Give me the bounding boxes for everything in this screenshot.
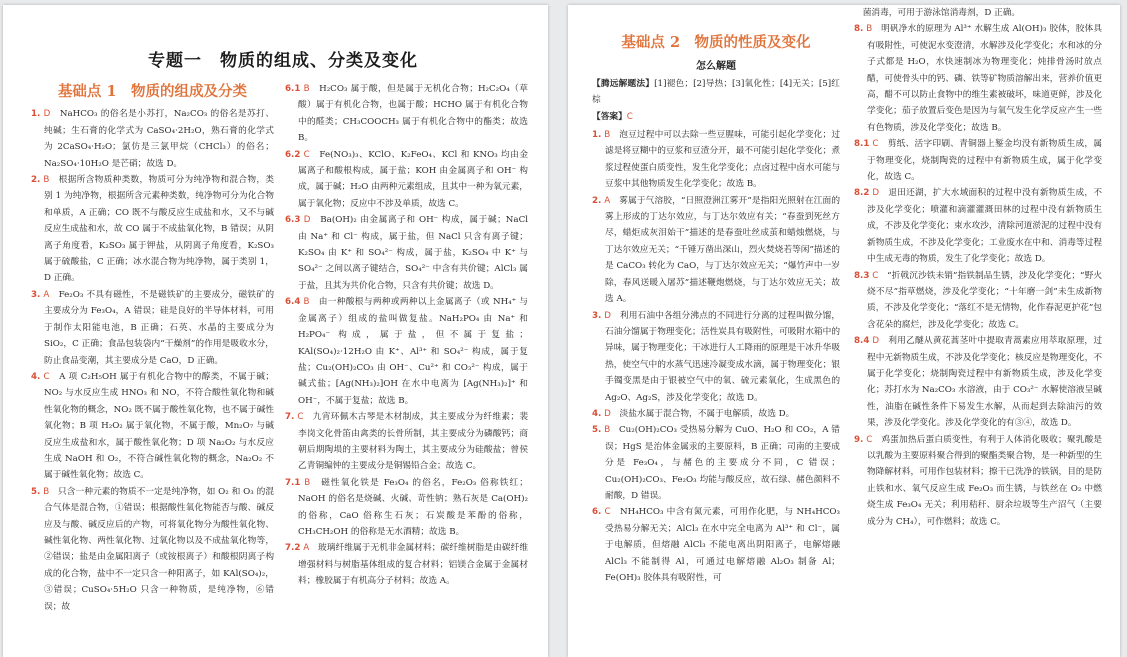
item-explanation: 淡盐水属于混合物，不属于电解质，故选 D。 <box>619 408 795 419</box>
item-number: 8.2 <box>854 188 870 199</box>
method-line <box>592 76 840 109</box>
item-answer: B <box>304 477 311 488</box>
answer-item <box>854 136 1102 185</box>
item-answer: B <box>604 130 611 141</box>
answer-item <box>592 127 840 193</box>
item-number: 8.1 <box>854 139 870 150</box>
item-answer: C <box>872 139 879 150</box>
item-number: 2. <box>31 175 41 186</box>
item-explanation: 利用乙醚从黄花蒿茎叶中提取青蒿素应用萃取原理，过程中无新物质生成，不涉及化学变化；核反应是物理变化，不属于化学变化；烧制陶瓷过程中有新物质生成，涉及化学变化；苏打水为 Na₂CO₃ 水溶液，由于 CO₃²⁻ 水解使溶液呈碱性，油脂在碱性条件下易发生水解，从而起到去除油污的效果，涉及化学变化。涉及化学变化的有③④，故选 D。 <box>867 336 1103 429</box>
right-column-2 <box>854 5 1102 530</box>
item-explanation: Fe₂O₃ 不具有磁性，不是磁铁矿的主要成分，磁铁矿的主要成分为 Fe₃O₄，A 错误；硅是良好的半导体材料，可用于制作太阳能电池，B 正确；石英、水晶的主要成分为 SiO₂，C 正确；食品包装袋内“干燥剂”的作用是吸收水分，防止食品变潮，其主要成分是 CaO，D 正确。 <box>44 289 275 366</box>
item-explanation: 退田还湖，扩大水域面积的过程中没有新物质生成，不涉及化学变化；喷灌和滴灌灌溉田林的过程中没有新物质生成，不涉及化学变化；束水攻沙，清除河道淤泥的过程中没有新物质生成，不涉及化学变化；工业废水在中和、消毒等过程中生成无毒的物质，发生了化学变化；故选 D。 <box>867 188 1103 265</box>
item-number: 9. <box>854 434 864 445</box>
item-number: 3. <box>31 289 41 300</box>
item-answer: D <box>303 215 311 226</box>
answer-item <box>592 308 840 406</box>
answer-item <box>592 406 840 422</box>
answer-item <box>285 294 528 409</box>
item-explanation: 磁性氧化铁是 Fe₃O₄ 的俗名，Fe₂O₃ 俗称铁红；NaOH 的俗名是烧碱、火碱、苛性钠；熟石灰是 Ca(OH)₂ 的俗称，CaO 俗称生石灰；石炭酸是苯酚的俗称，CH₃CH₂OH 的俗称是无水酒精；故选 B。 <box>298 477 528 537</box>
item-answer: B <box>866 24 873 35</box>
answer-item <box>285 540 528 589</box>
item-explanation: H₂CO₃ 属于酸，但是属于无机化合物；H₂C₂O₄（草酸）属于有机化合物，也属于酸；HCHO 属于有机化合物中的醛类；CH₃COOCH₃ 属于有机化合物中的酯类；故选 B。 <box>298 84 528 144</box>
item-answer: A <box>303 543 310 554</box>
answer-item <box>854 21 1102 136</box>
answer-item <box>285 409 528 475</box>
item-answer: C <box>43 371 50 382</box>
item-answer: D <box>604 408 611 419</box>
item-answer: D <box>604 310 611 321</box>
item-explanation: 由一种酸根与两种或两种以上金属离子（或 NH₄⁺ 与金属离子）组成的盐叫做复盐。NaH₂PO₄ 由 Na⁺ 和 H₂PO₄⁻ 构成，属于盐，但不属于复盐；KAl(SO₄)₂·12H₂O 由 K⁺、Al³⁺ 和 SO₄²⁻ 构成，属于复盐；Cu₂(OH)₂CO₃ 由 OH⁻、Cu²⁺ 和 CO₃²⁻ 构成，属于碱式盐；[Ag(NH₃)₂]OH 在水中电离为 [Ag(NH₃)₂]⁺ 和 OH⁻，不属于复盐；故选 B。 <box>298 297 528 406</box>
item-number: 2. <box>592 195 602 206</box>
item-number: 6. <box>592 507 602 518</box>
method-text: [1]褪色；[2]导热；[3]氧化性；[4]无关；[5]红棕 <box>592 78 840 106</box>
page-title: 专题一 物质的组成、分类及变化 <box>148 51 418 71</box>
item-number: 1. <box>592 130 602 141</box>
answer-item <box>31 172 274 287</box>
item-explanation: 玻璃纤维属于无机非金属材料；碳纤维树脂是由碳纤维增强材料与树脂基体组成的复合材料；铝镁合金属于金属材料；橡胶属于有机高分子材料；故选 A。 <box>298 543 529 587</box>
answer-item <box>592 193 840 308</box>
answer-line <box>592 109 840 125</box>
right-page <box>568 5 1120 657</box>
item-answer: C <box>604 507 611 518</box>
item-answer: A <box>43 289 50 300</box>
answer-item <box>854 432 1102 530</box>
item-answer: D <box>43 109 51 120</box>
item-answer: B <box>604 425 611 436</box>
answer-label: 【答案】 <box>592 111 627 122</box>
item-number: 3. <box>592 310 602 321</box>
item-number: 5. <box>31 486 41 497</box>
item-answer: C <box>297 412 304 423</box>
item-explanation: Fe(NO₃)₃、KClO、K₂FeO₄、KCl 和 KNO₃ 均由金属离子和酸根构成，属于盐；KOH 由金属离子和 OH⁻ 构成，属于碱；H₂O 由两种元素组成，且其中一种为氧元素，属于氧化物；反应中不涉及单质，故选 C。 <box>298 149 529 209</box>
item-explanation: 雾属于气溶胶，“日照澄洲江雾开”是指阳光照射在江面的雾上形成的丁达尔效应，与丁达尔效应有关；“春蚕到死丝方尽，蜡炬成灰泪始干”描述的是春蚕吐丝成茧和蜡烛燃烧，与丁达尔效应无关；“千锤万凿出深山，烈火焚烧若等闲”描述的是 CaCO₃ 转化为 CaO，与丁达尔效应无关；“爆竹声中一岁除，春风送暖入屠苏”描述鞭炮燃烧，与丁达尔效应无关；故选 A。 <box>605 195 841 305</box>
method-subtitle: 怎么解题 <box>696 61 736 73</box>
item-answer: B <box>43 175 50 186</box>
left-column-2 <box>285 81 528 590</box>
item-number: 6.2 <box>285 149 301 160</box>
answer-item <box>31 369 274 484</box>
item-explanation: NH₄HCO₃ 中含有氮元素，可用作化肥，与 NH₄HCO₃ 受热易分解无关；AlCl₃ 在水中完全电离为 Al³⁺ 和 Cl⁻，属于电解质，但熔融 AlCl₃ 不能电离出阴阳离子，电解熔融 AlCl₃ 不能制得 Al，可通过电解熔融 Al₂O₃ 制备 Al；Fe(OH)₃ 胶体具有吸附性，可 <box>605 507 841 583</box>
item-explanation: 泡豆过程中可以去除一些豆腥味，可能引起化学变化；过滤是将豆糊中的豆浆和豆渣分开，最不可能引起化学变化；煮浆过程使蛋白质变性，发生化学变化；点卤过程中卤水可能与豆浆中其他物质发生化学变化；故选 B。 <box>605 130 841 190</box>
item-number: 8.4 <box>854 336 870 347</box>
item-answer: B <box>303 297 310 308</box>
item-number: 8. <box>854 24 864 35</box>
item-explanation: 利用石油中各组分沸点的不同进行分离的过程叫做分馏，石油分馏属于物理变化；活性炭具有吸附性，可吸附水箱中的异味，属于物理变化；干冰进行人工降雨的原理是干冰升华吸热，使空气中的水蒸气迅速冷凝变成水滴，属于物理变化；银手镯变黑是由于银被空气中的氧、硫元素氧化，生成黑色的 Ag₂O、Ag₂S，涉及化学变化；故选 D。 <box>605 310 841 403</box>
item-number: 4. <box>592 408 602 419</box>
item-answer: D <box>872 336 880 347</box>
item-explanation: NaHCO₃ 的俗名是小苏打，Na₂CO₃ 的俗名是苏打、纯碱；生石膏的化学式为 CaSO₄·2H₂O，熟石膏的化学式为 2CaSO₄·H₂O；氯仿是三氯甲烷（CHCl₃）的俗名；Na₂SO₄·10H₂O 是芒硝；故选 D。 <box>44 109 275 169</box>
item-number: 6.3 <box>285 215 301 226</box>
answer-item <box>285 81 528 147</box>
item-explanation: 根据所含物质种类数，物质可分为纯净物和混合物，类别 1 为纯净物，根据所含元素种类数，纯净物可分为化合物和单质，A 正确；CO 既不与酸反应生成盐和水，又不与碱反应生成盐和水，故 CO 属于不成盐氧化物，B 错误；从阴离子角度看，K₂SO₃ 属于钾盐，从阴离子角度看，K₂SO₃ 属于硫酸盐，C 正确；冰水混合物为纯净物，属于类别 1，D 正确。 <box>44 175 274 284</box>
answer-item <box>592 504 840 586</box>
answer-item <box>31 106 274 172</box>
section-heading: 基础点 1 物质的组成及分类 <box>57 83 248 100</box>
answer-item <box>31 287 274 369</box>
item-answer: D <box>872 188 880 199</box>
answer-item <box>31 484 274 615</box>
item-explanation: 菌消毒，可用于游泳馆消毒剂，D 正确。 <box>862 8 1021 18</box>
item-number: 4. <box>31 371 41 382</box>
item-answer: B <box>43 486 50 497</box>
answer-item <box>854 5 1102 21</box>
item-number: 8.3 <box>854 270 870 281</box>
item-explanation: 九宵环佩木古琴是木材制成，其主要成分为纤维素；裴李岗文化骨笛由禽类的长骨所制，其主要成分为磷酸钙；商朝后期陶埙的主要材料为陶土，其主要成分为硅酸盐；曾侯乙青铜编钟的主要成分是铜锡铅合金；故选 C。 <box>298 412 529 472</box>
method-label: 【腾远解题法】 <box>592 78 655 89</box>
item-answer: C <box>872 270 879 281</box>
item-number: 5. <box>592 425 602 436</box>
item-explanation: 只含一种元素的物质不一定是纯净物，如 O₂ 和 O₃ 的混合气体是混合物，①错误；根据酸性氧化物能否与酸、碱反应及与酸、碱反应后的产物，可将氧化物分为酸性氧化物、碱性氧化物、两性氧化物、过氧化物以及不成盐氧化物等，②错误；盐是由金属阳离子（或铵根离子）和酸根阴离子构成的化合物，盐中不一定只含一种阳离子，如 KAl(SO₄)₂，③错误；CuSO₄·5H₂O 只含一种物质，是纯净物，⑥错误；故 <box>44 486 275 612</box>
item-number: 1. <box>31 109 41 120</box>
answer-item <box>854 333 1102 431</box>
answer-item <box>285 212 528 294</box>
item-number: 6.4 <box>285 297 301 308</box>
item-answer: C <box>303 149 310 160</box>
left-column-1 <box>31 84 274 615</box>
item-answer: A <box>604 195 611 206</box>
answer-item <box>854 185 1102 267</box>
item-answer: B <box>303 84 310 94</box>
answer-value: C <box>626 111 633 122</box>
item-number: 7.1 <box>285 477 301 488</box>
left-page <box>3 5 548 657</box>
answer-item <box>854 268 1102 334</box>
item-explanation: 剪纸、活字印刷、青铜器上錾金均没有新物质生成，属于物理变化，烧制陶瓷的过程中有新物质生成，属于化学变化，故选 C。 <box>867 139 1103 183</box>
item-number: 7. <box>285 412 295 423</box>
item-explanation: Ba(OH)₂ 由金属离子和 OH⁻ 构成，属于碱；NaCl 由 Na⁺ 和 Cl⁻ 构成，属于盐，但 NaCl 只含有离子键；K₂SO₄ 由 K⁺ 和 SO₄²⁻ 构成，属于盐，K₂SO₄ 中 K⁺ 与 SO₄²⁻ 之间以离子键结合，SO₄²⁻ 中含有共价键；AlCl₃ 属于盐，且其为共价化合物，只含有共价键；故选 D。 <box>298 215 529 291</box>
item-number: 6.1 <box>285 84 301 94</box>
item-explanation: A 项 C₂H₅OH 属于有机化合物中的醇类，不属于碱；NO₂ 与水反应生成 HNO₃ 和 NO，不符合酸性氧化物和碱性氧化物的概念，NO₂ 既不属于酸性氧化物，也不属于碱性氧化物；B 项 H₂O₂ 属于氧化物，不属于酸，Mn₂O₇ 与碱反应生成盐和水，属于酸性氧化物；D 项 Na₂O₂ 与水反应生成 NaOH 和 O₂，不符合碱性氧化物的概念，Na₂O₂ 不属于碱性氧化物；故选 C。 <box>44 371 275 481</box>
item-explanation: 鸡蛋加热后蛋白质变性，有利于人体消化吸收；聚乳酸是以乳酸为主要原料聚合得到的聚酯类聚合物，是一种新型的生物降解材料，可用作包装材料；擦干已洗净的铁锅，目的是防止铁和水、氧气反应生成 Fe₂O₃ 而生锈，与铁丝在 O₂ 中燃烧生成 Fe₃O₄ 无关；利用秸秆、厨余垃圾等生产沼气（主要成分为 CH₄），可作燃料；故选 C。 <box>867 434 1103 527</box>
item-answer: C <box>866 434 873 445</box>
item-number: 7.2 <box>285 543 301 554</box>
section-heading: 基础点 2 物质的性质及变化 <box>621 34 811 51</box>
item-explanation: 明矾净水的原理为 Al³⁺ 水解生成 Al(OH)₃ 胶体，胶体具有吸附性，可使泥水变澄清，水解涉及化学变化；水和冰的分子式都是 H₂O，水快速制冰为物理变化；炖排骨汤时放点醋，可使骨头中的钙、磷、铁等矿物质溶解出来，营养价值更高，醋不可以防止食物中的维生素被破坏，味道更鲜，涉及化学变化；茄子放置后变色是因为与氧气发生化学反应产生一些有色物质，涉及化学变化；故选 B。 <box>867 24 1103 133</box>
item-explanation: “折戟沉沙铁未销”指铁制品生锈，涉及化学变化；“野火烧不尽”指草燃烧，涉及化学变化；“十年磨一剑”未生成新物质，不涉及化学变化；“落红不是无情物，化作春泥更护花”包含花朵的腐烂，涉及化学变化；故选 C。 <box>867 270 1103 330</box>
answer-item <box>285 147 528 213</box>
item-explanation: Cu₂(OH)₂CO₃ 受热易分解为 CuO、H₂O 和 CO₂，A 错误；HgS 是治体金属汞的主要原料，B 正确；司南的主要成分是 Fe₃O₄，与赭色的主要成分不同，C 错误；Cu₂(OH)₂CO₃、Fe₂O₃ 均能与酸反应，故石绿、赭色颜料不耐酸，D 错误。 <box>605 425 840 501</box>
answer-item <box>285 475 528 541</box>
right-column-1 <box>592 35 840 586</box>
answer-item <box>592 422 840 504</box>
